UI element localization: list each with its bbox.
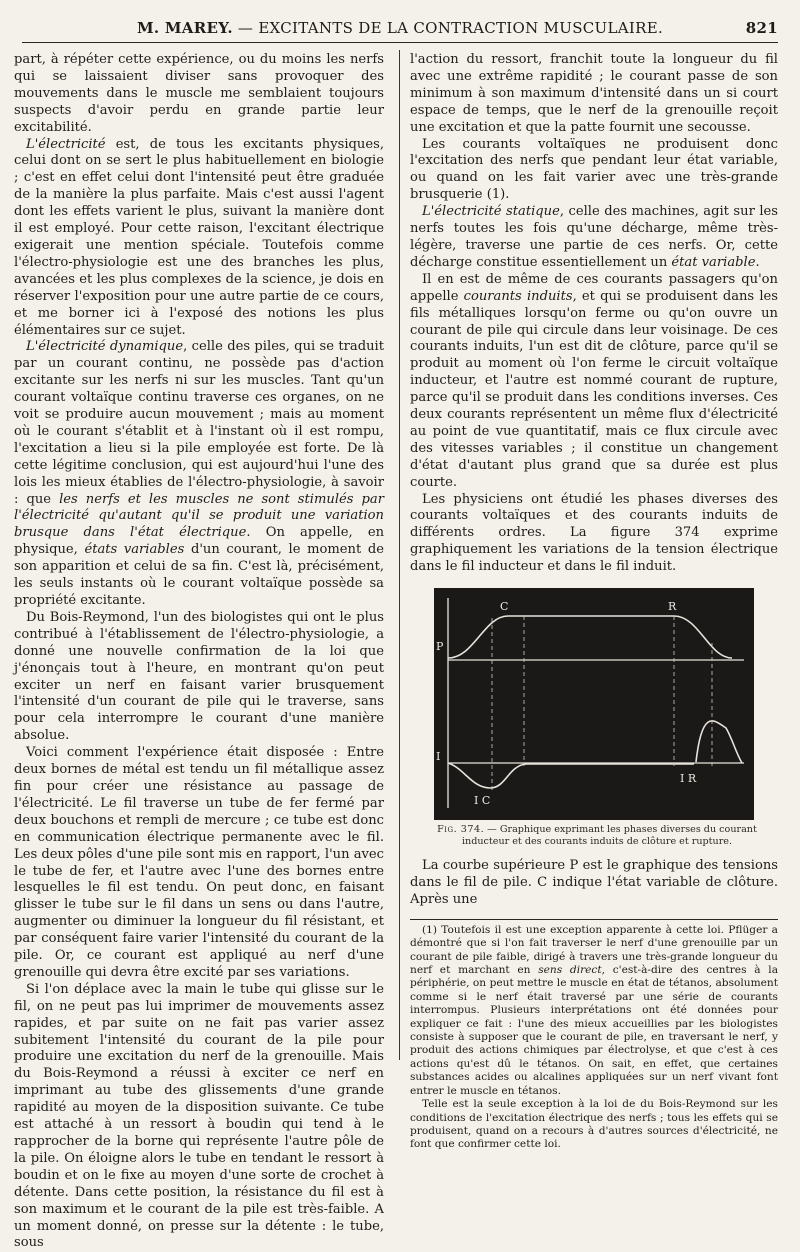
paragraph: l'action du ressort, franchit toute la longueur du fil avec une extrême rapidité ; le courant passe de son minimum à son maximum d'intensité dans un si court espace de temps, que le nerf de la grenouille reçoit une excitation et que la patte fournit une secousse. xyxy=(410,52,778,135)
figure-number: Fig. 374. xyxy=(437,824,485,836)
footnote xyxy=(410,924,778,1152)
header-separator: — xyxy=(237,19,254,37)
rupture-induced-curve xyxy=(696,721,742,763)
emphasis: états variables xyxy=(84,542,185,558)
caption-text: — Graphique exprimant les phases diverses du courant inducteur et des courants induits de clôture et rupture. xyxy=(461,824,757,848)
figure-caption xyxy=(434,824,760,848)
label-r: R xyxy=(668,600,677,614)
chapter-title: EXCITANTS DE LA CONTRACTION MUSCULAIRE. xyxy=(258,19,664,37)
header-rule xyxy=(22,42,778,43)
paragraph: Les physiciens ont étudié les phases diverses des courants voltaïques et des courants induits de différents ordres. La figure 374 exprime graphiquement les variations de la tension électrique dans le fil inducteur et dans le fil induit. xyxy=(410,491,778,575)
emphasis: les nerfs et les muscles ne sont stimulés par l'électricité qu'autant qu'il se produit une variation brusque dans l'état électrique xyxy=(14,491,384,541)
paragraph: La courbe supérieure P est le graphique des tensions dans le fil de pile. C indique l'état variable de clôture. Après une xyxy=(410,858,778,907)
emphasis: L'électricité xyxy=(26,136,106,152)
label-ic: I C xyxy=(474,794,491,808)
figure-graph xyxy=(434,588,754,820)
label-ir: I R xyxy=(680,772,697,786)
inducing-current-curve xyxy=(448,616,732,658)
label-c: C xyxy=(500,600,509,614)
footnote-paragraph: Telle est la seule exception à la loi de du Bois-Reymond sur les conditions de l'excitation électrique des nerfs ; tous les effets qui se produisent, quand on a recours à d'autres sources d'électricité, ne font que confirmer cette loi. xyxy=(410,1098,778,1151)
paragraph: L'électricité dynamique, celle des piles, qui se traduit par un courant continu, ne possède pas d'action excitante sur les nerfs ni sur les muscles. Tant qu'un courant voltaïque continu traverse ces organes, on ne voit se produire aucun mouvement ; mais au moment où le courant s'établit et à l'instant où il est rompu, l'excitation a lieu si la pile employée est forte. De là cette légitime conclusion, qui est aujourd'hui l'une des lois les mieux établies de l'électro-physiologie, à savoir : que les nerfs et les muscles ne sont stimulés par l'électricité qu'autant qu'il se produit une variation brusque dans l'état électrique. On appelle, en physique, états variables d'un courant, le moment de son apparition et celui de sa fin. C'est là, précisément, les seuls instants où le courant voltaïque possède sa propriété excitante. xyxy=(14,339,385,608)
label-p: P xyxy=(436,640,444,654)
emphasis: L'électricité statique xyxy=(422,204,560,220)
paragraph: part, à répéter cette expérience, ou du moins les nerfs qui se laissaient diviser sans provoquer des mouvements dans le muscle me semblaient toujours suspects d'avoir perdu en grande partie leur excitabilité. xyxy=(14,52,384,135)
emphasis: sens direct xyxy=(538,964,602,977)
author-name: M. MAREY. xyxy=(136,19,233,37)
running-title xyxy=(22,19,778,37)
paragraph: Les courants voltaïques ne produisent donc l'excitation des nerfs que pendant leur état variable, ou quand on les fait varier avec une très-grande brusquerie (1). xyxy=(410,136,778,203)
paragraph: Voici comment l'expérience était disposée : Entre deux bornes de métal est tendu un fil métallique assez fin pour créer une résistance au passage de l'électricité. Le fil traverse un tube de fer fermé par deux bouchons et rempli de mercure ; ce tube est donc en communication électrique permanente avec le fil. Les deux pôles d'une pile sont mis en rapport, l'un avec le tube de fer, et l'autre avec l'une des bornes entre lesquelles le fil est tendu. On peut donc, en faisant glisser le tube sur le fil dans un sens ou dans l'autre, augmenter ou diminuer la longueur du fil résistant, et par conséquent faire varier l'intensité du courant de la pile. Or, ce courant est appliqué au nerf d'une grenouille qui devra être excité par ses variations. xyxy=(14,745,384,980)
paragraph: Si l'on déplace avec la main le tube qui glisse sur le fil, on ne peut pas lui imprimer de mouvements assez rapides, et par suite on ne fait pas varier assez subitement l'intensité du courant de la pile pour produire une excitation du nerf de la grenouille. Mais du Bois-Reymond a réussi à exciter ce nerf en imprimant au tube des glissements d'une grande rapidité au moyen de la disposition suivante. Ce tube est attaché à un ressort à boudin qui tend à le rapprocher de la borne qui représente l'autre pôle de la pile. On éloigne alors le tube en tendant le ressort à boudin et on le fixe au moyen d'une sorte de crochet à détente. Dans cette position, la résistance du fil est à son maximum et le courant de la pile est très-faible. A un moment donné, on presse sur la détente : le tube, sous xyxy=(14,981,384,1251)
footnote-rule xyxy=(410,919,778,920)
emphasis: état variable xyxy=(671,254,756,270)
left-column xyxy=(14,52,385,1251)
emphasis: courants induits xyxy=(463,288,573,304)
column-divider xyxy=(399,50,400,1060)
figure-374 xyxy=(434,588,754,820)
page-number: 821 xyxy=(745,19,778,37)
right-column xyxy=(410,52,779,1151)
paragraph: L'électricité est, de tous les excitants physiques, celui dont on se sert le plus habituellement en biologie ; c'est en effet celui dont l'intensité peut être graduée de la manière la plus parfaite. Mais c'est aussi l'agent dont les effets varient le plus, suivant la manière dont il est employé. Pour cette raison, l'excitant électrique exigerait une mention spéciale. Toutefois comme l'électro-physiologie est une des branches les plus, avancées et les plus complexes de la science, je dois en réserver l'exposition pour une autre partie de ce cours, et me borner ici à l'exposé des notions les plus élémentaires sur ce sujet. xyxy=(14,136,384,338)
closure-induced-curve xyxy=(448,763,694,788)
paragraph: Du Bois-Reymond, l'un des biologistes qui ont le plus contribué à l'établissement de l'électro-physiologie, a donné une nouvelle confirmation de la loi que j'énonçais tout à l'heure, en montrant qu'on peut exciter un nerf en faisant varier brusquement l'intensité d'un courant de pile qui le traverse, sans pour cela interrompre le courant d'une manière absolue. xyxy=(14,609,384,744)
label-i: I xyxy=(436,750,441,764)
paragraph: L'électricité statique, celle des machines, agit sur les nerfs toutes les fois qu'une décharge, même très-légère, traverse une partie de ces nerfs. Or, cette décharge constitue essentiellement un état variable. xyxy=(410,204,778,270)
footnote-paragraph: (1) Toutefois il est une exception apparente à cette loi. Pflüger a démontré que si l'on fait traverser le nerf d'une grenouille par un courant de pile faible, dirigé à travers une très-grande longueur du nerf et marchant en sens direct, c'est-à-dire des centres à la périphérie, on peut mettre le muscle en état de tétanos, absolument comme si le nerf était traversé par une série de courants interrompus. Plusieurs interprétations ont été données pour expliquer ce fait : l'une des mieux accueillies par les biologistes consiste à supposer que le courant de pile, en traversant le nerf, y produit des actions chimiques par électrolyse, et que c'est à ces actions qu'est dû le tétanos. On sait, en effet, que certaines substances acides ou alcalines appliquées sur un nerf vivant font entrer le muscle en tétanos. xyxy=(410,923,779,1097)
emphasis: L'électricité dynamique xyxy=(26,339,184,355)
paragraph: Il en est de même de ces courants passagers qu'on appelle courants induits, et qui se produisent dans les fils métalliques lorsqu'on ferme ou qu'on ouvre un courant de pile qui circule dans leur voisinage. De ces courants induits, l'un est dit de clôture, parce qu'il se produit au moment où l'on ferme le circuit voltaïque inducteur, et l'autre est nommé courant de rupture, parce qu'il se produit dans les conditions inverses. Ces deux courants représentent un même flux d'électricité au point de vue quantitatif, mais ce flux circule avec des vitesses variables ; il constitue un changement d'état d'autant plus grand que sa durée est plus courte. xyxy=(410,271,778,490)
running-header xyxy=(22,16,778,44)
